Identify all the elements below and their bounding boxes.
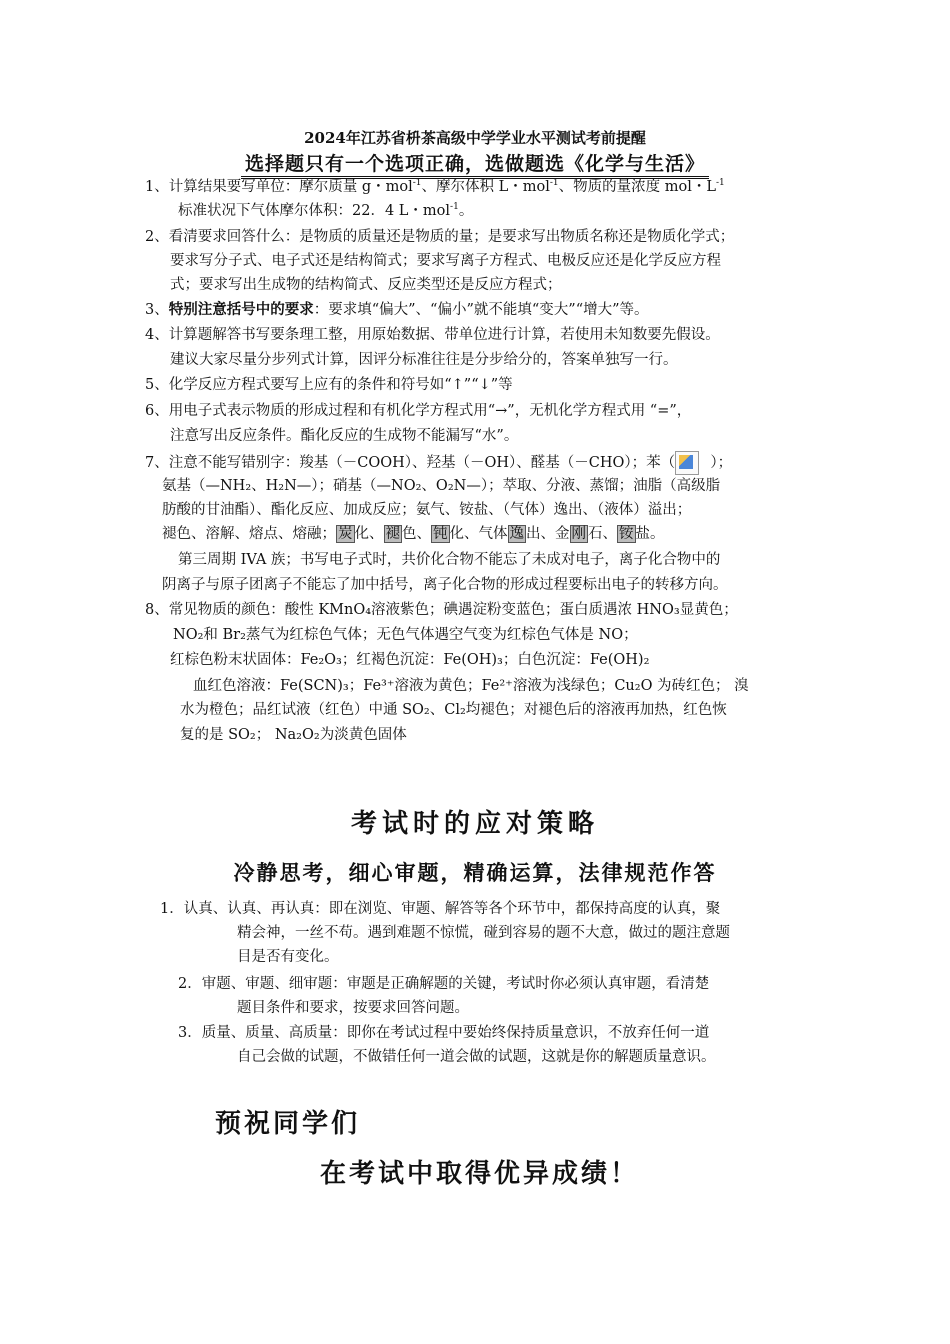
item-7-line-6: 阴离子与原子团离子不能忘了加中括号，离子化合物的形成过程要标出电子的转移方向。 <box>162 577 728 593</box>
strategy-1-line-2: 精会神，一丝不苟。遇到难题不惊慌，碰到容易的题不大意，做过的题注意题 <box>237 925 730 941</box>
item-1-text-b: 、摩尔体积 L・mol <box>421 179 550 195</box>
strategy-3-line-1: 3．质量、质量、高质量：即你在考试过程中要始终保持质量意识，不放弃任何一道 <box>178 1025 710 1041</box>
item-7-text-e: 色、 <box>402 526 431 542</box>
highlight-char: 刚 <box>571 526 586 542</box>
strategy-1-line-3: 目是否有变化。 <box>237 949 339 965</box>
highlight-char: 逸 <box>509 526 524 542</box>
highlight-char: 铵 <box>619 526 634 542</box>
item-1-text-a: 1、计算结果要写单位：摩尔质量 g・mol <box>145 179 413 195</box>
item-7-line-2: 氨基（—NH₂、H₂N—）；硝基（—NO₂、O₂N—）；萃取、分液、蒸馏；油脂（高级脂 <box>162 478 721 494</box>
wish-line-2: 在考试中取得优异成绩！ <box>320 1159 640 1189</box>
item-6-line-1: 6、用电子式表示物质的形成过程和有机化学方程式用“→”，无机化学方程式用 “=”， <box>145 403 692 419</box>
wish-line-1: 预祝同学们 <box>215 1109 361 1139</box>
item-8-line-2: NO₂和 Br₂蒸气为红棕色气体；无色气体遇空气变为红棕色气体是 NO； <box>173 627 638 643</box>
strategy-2-line-1: 2．审题、审题、细审题：审题是正确解题的关键，考试时你必须认真审题，看清楚 <box>178 976 710 992</box>
item-3-text: ：要求填“偏大”、“偏小”就不能填“变大”“增大”等。 <box>313 302 649 318</box>
highlight-char: 褪 <box>385 526 400 542</box>
item-1-line-1 <box>145 177 725 197</box>
item-1-sup-d: -1 <box>450 202 459 213</box>
item-1-text-e: 。 <box>458 203 474 219</box>
strategy-2-line-2: 题目条件和要求，按要求回答问题。 <box>237 1000 469 1016</box>
document-subtitle <box>0 149 950 176</box>
item-7-text-f: 化、气体 <box>449 526 508 542</box>
item-7-text-i: 盐。 <box>635 526 665 542</box>
highlight-char: 钝 <box>433 526 448 542</box>
item-8-line-4: 血红色溶液：Fe(SCN)₃；Fe³⁺溶液为黄色；Fe²⁺溶液为浅绿色；Cu₂O 为砖红色； 溴 <box>193 678 749 694</box>
highlight-char: 炭 <box>338 526 353 542</box>
item-7-text-d: 化、 <box>354 526 384 542</box>
item-8-line-6: 复的是 SO₂； Na₂O₂为淡黄色固体 <box>180 727 407 743</box>
item-7-text-c: 褪色、溶解、熔点、熔融； <box>162 526 336 542</box>
item-8-line-3: 红棕色粉末状固体：Fe₂O₃；红褐色沉淀：Fe(OH)₃；白色沉淀：Fe(OH)₂ <box>170 652 650 668</box>
benzene-image-icon <box>675 451 699 475</box>
strategy-3-line-2: 自己会做的试题，不做错任何一道会做的试题，这就是你的解题质量意识。 <box>237 1049 716 1065</box>
item-4-line-1: 4、计算题解答书写要条理工整，用原始数据、带单位进行计算，若使用未知数要先假设。 <box>145 327 720 343</box>
item-6-line-2: 注意写出反应条件。酯化反应的生成物不能漏写“水”。 <box>170 428 519 444</box>
item-7-text-g: 出、金 <box>526 526 570 542</box>
item-8-line-1: 8、常见物质的颜色：酸性 KMnO₄溶液紫色；碘遇淀粉变蓝色；蛋白质遇浓 HNO₃显黄色； <box>145 602 738 618</box>
item-8-line-5: 水为橙色；品红试液（红色）中通 SO₂、Cl₂均褪色；对褪色后的溶液再加热，红色恢 <box>180 702 727 718</box>
item-5-line-1: 5、化学反应方程式要写上应有的条件和符号如“↑”“↓”等 <box>145 377 513 393</box>
item-7-line-1 <box>145 451 732 475</box>
item-1-text-d: 标准状况下气体摩尔体积：22．4 L・mol <box>178 203 451 219</box>
item-7-text-h: 石、 <box>588 526 617 542</box>
item-2-line-1: 2、看清要求回答什么：是物质的质量还是物质的量；是要求写出物质名称还是物质化学式； <box>145 229 735 245</box>
strategy-heading: 考试时的应对策略 <box>350 809 599 839</box>
strategy-1-line-1: 1．认真、认真、再认真：即在浏览、审题、解答等各个环节中，都保持高度的认真，聚 <box>160 901 721 917</box>
item-7-line-5: 第三周期 IVA 族；书写电子式时，共价化合物不能忘了未成对电子，离子化合物中的 <box>178 552 721 568</box>
item-1-text-c: 、物质的量浓度 mol・L <box>558 179 717 195</box>
document-title: 2024年江苏省枡茶高级中学学业水平测试考前提醒 <box>304 129 646 147</box>
item-1-sup-c: -1 <box>716 178 725 189</box>
item-7-text-a: 7、注意不能写错别字：羧基（－COOH）、羟基（－OH）、醛基（－CHO）；苯（ <box>145 455 676 471</box>
item-3-number: 3、 <box>145 302 169 318</box>
item-1-line-2 <box>178 201 473 221</box>
item-2-line-2: 要求写分子式、电子式还是结构简式；要求写离子方程式、电极反应还是化学反应方程 <box>170 253 721 269</box>
item-4-line-2: 建议大家尽量分步列式计算，因评分标准往往是分步给分的，答案单独写一行。 <box>170 352 678 368</box>
item-7-line-3: 肪酸的甘油酯）、酯化反应、加成反应；氨气、铵盐、（气体）逸出、（液体）溢出； <box>162 502 692 518</box>
item-2-line-3: 式；要求写出生成物的结构简式、反应类型还是反应方程式； <box>170 277 562 293</box>
item-3-emphasis: 特别注意括号中的要求 <box>168 301 314 318</box>
subtitle-text: 选择题只有一个选项正确，选做题选《化学与生活》 <box>241 153 709 179</box>
item-7-line-4 <box>162 524 665 544</box>
strategy-motto: 冷静思考，细心审题，精确运算，法律规范作答 <box>233 860 717 885</box>
item-3-line-1 <box>145 300 649 320</box>
item-1-sup-a: -1 <box>412 178 422 189</box>
item-1-sup-b: -1 <box>549 178 559 189</box>
item-7-text-b: ）； <box>710 455 733 471</box>
